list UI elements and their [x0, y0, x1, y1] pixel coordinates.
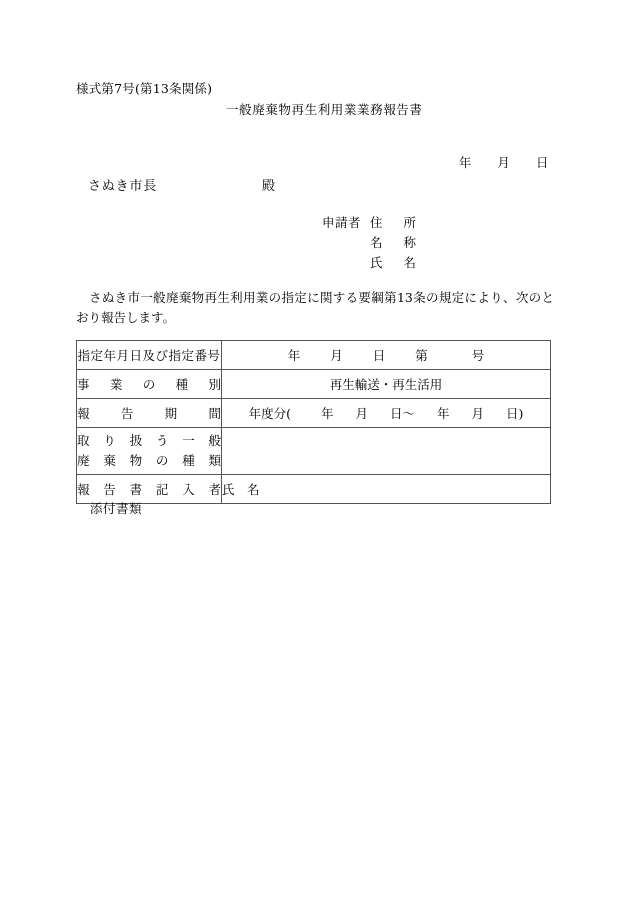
report-table	[76, 340, 551, 504]
row-label-business-type: 事業の種別	[77, 370, 222, 399]
row-value-waste-types[interactable]	[222, 428, 551, 475]
applicant-row-personal-name	[322, 253, 416, 273]
row-value-report-period[interactable]	[222, 399, 551, 428]
date-month-label: 月	[497, 155, 510, 170]
table-row	[77, 399, 551, 428]
form-number: 様式第7号(第13条関係)	[76, 81, 213, 96]
row-label-designation-date-number: 指定年月日及び指定番号	[77, 341, 222, 370]
designation-day-label: 日	[372, 348, 386, 363]
period-from-year-label: 年	[320, 406, 334, 421]
table-row	[77, 341, 551, 370]
period-to-month-label: 月	[471, 406, 485, 421]
applicant-row-name-of-org	[322, 233, 416, 253]
row-value-report-writer[interactable]	[222, 475, 551, 504]
business-type-value: 再生輸送・再生活用	[329, 377, 443, 392]
addressee: さぬき市長	[88, 179, 158, 194]
period-from-day-label: 日～	[389, 406, 415, 421]
date-day-label: 日	[535, 155, 549, 170]
applicant-block	[322, 213, 416, 273]
report-writer-name-label: 氏 名	[222, 482, 260, 497]
applicant-label: 申請者	[322, 215, 362, 230]
period-to-day-label: 日)	[506, 406, 524, 421]
page-title: 一般廃棄物再生利用業業務報告書	[226, 102, 423, 117]
period-fiscal-year-label: 年度分(	[248, 406, 291, 421]
applicant-field-address: 住所	[370, 215, 416, 230]
date-year-label: 年	[458, 155, 472, 170]
row-value-designation-date-number[interactable]	[222, 341, 551, 370]
attachments-label: 添付書類	[90, 501, 143, 516]
designation-number-prefix-label: 第	[415, 348, 428, 363]
date-line	[443, 138, 548, 186]
applicant-row-address	[322, 213, 416, 233]
table-row	[77, 428, 551, 475]
row-value-business-type[interactable]	[222, 370, 551, 399]
designation-month-label: 月	[330, 348, 343, 363]
applicant-field-organization-name: 名称	[370, 235, 416, 250]
addressee-honorific: 殿	[262, 179, 276, 194]
designation-number-suffix-label: 号	[471, 348, 485, 363]
designation-year-label: 年	[287, 348, 301, 363]
body-paragraph: さぬき市一般廃棄物再生利用業の指定に関する要綱第13条の規定により、次のとおり報告します。	[76, 290, 554, 325]
table-row	[77, 370, 551, 399]
row-label-report-period: 報告期間	[77, 399, 222, 428]
period-from-month-label: 月	[355, 406, 368, 421]
period-to-year-label: 年	[437, 406, 450, 421]
row-label-report-writer: 報告書記入者	[77, 475, 222, 504]
applicant-field-personal-name: 氏名	[370, 255, 416, 270]
row-label-waste-types: 取り扱う一般 廃棄物の種類	[77, 428, 222, 475]
table-row	[77, 475, 551, 504]
